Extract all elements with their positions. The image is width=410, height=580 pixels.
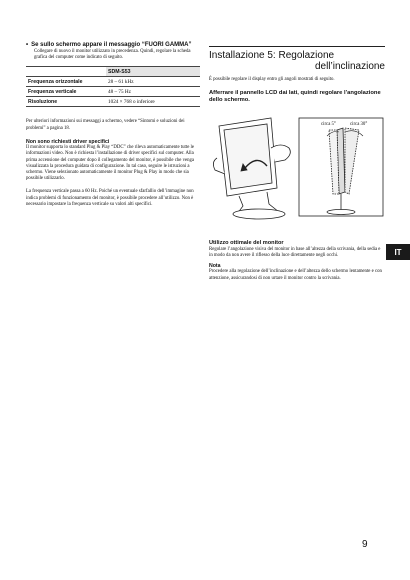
table-cell-value: 28 – 61 kHz xyxy=(106,77,200,87)
angle-back-label: circa 30° xyxy=(350,122,368,128)
tilt-illustration xyxy=(209,108,385,224)
side-view-figure xyxy=(299,118,383,216)
more-info-text: Per ulteriori informazioni sui messaggi a schermo, vedere “Sintomi e soluzioni dei problemi” a pagina 18. xyxy=(26,119,185,131)
table-cell-value: 1024 × 768 o inferiore xyxy=(106,97,200,107)
optimal-body: Regolare l’angolazione visiva del monitor in base all’altezza della scrivania, della sedia e in modo da non avere il riflesso della luce direttamente negli occhi. xyxy=(209,246,381,258)
bullet-heading xyxy=(26,42,202,49)
drivers-heading: Non sono richiesti driver specifici xyxy=(26,138,110,145)
intro-text: È possibile regolare il display entro gli angoli mostrati di seguito. xyxy=(209,77,335,82)
angle-front-label: circa 5° xyxy=(321,122,336,128)
table-row xyxy=(26,97,200,107)
table-header-row xyxy=(26,67,200,77)
table-cell-label: Risoluzione xyxy=(26,97,106,107)
bullet-title: Se sullo schermo appare il messaggio “FUORI GAMMA” xyxy=(31,42,192,48)
note-body: Procedere alla regolazione dell’inclinazione e dell’altezza dello schermo lentamente e con attenzione, assicurandosi di non urtare il monitor contro la scrivania. xyxy=(209,269,382,281)
section-title xyxy=(209,46,385,72)
language-tab: IT xyxy=(386,244,410,260)
table-row xyxy=(26,77,200,87)
monitor-hands-figure xyxy=(213,118,290,219)
spec-table xyxy=(26,66,200,107)
instruction-text: Afferrare il pannello LCD dai lati, quindi regolare l’angolazione dello schermo. xyxy=(209,90,381,104)
table-cell-label: Frequenza verticale xyxy=(26,87,106,97)
page-number: 9 xyxy=(362,539,368,550)
left-column xyxy=(26,42,202,208)
section-title-line1: Installazione 5: Regolazione xyxy=(209,50,335,61)
note-heading: Nota xyxy=(209,263,221,270)
optimal-heading: Utilizzo ottimale del monitor xyxy=(209,240,284,247)
bullet-icon: • xyxy=(26,42,29,48)
section-title-line2: dell’inclinazione xyxy=(314,61,385,72)
table-header: SDM-S53 xyxy=(106,67,200,77)
frequency-note: La frequenza verticale passa a 60 Hz. Poiché un eventuale sfarfallio dell’immagine non indica problemi di funzionamento del monitor, è possibile procedere all’utilizzo. Non è necessario impostare la frequenza verticale su valori alti specifici. xyxy=(26,189,194,207)
drivers-body: Il monitor supporta lo standard Plug & Play “DDC” che rileva automaticamente tutte le informazioni video. Non è richiesta l’installazione di driver specifici sul computer. Alla prima accensione del computer dopo il collegamento del monitor, è possibile che venga visualizzata la procedura guidata di configurazione. In tal caso, seguire le istruzioni a schermo. Viene selezionato automaticamente il monitor Plug & Play in modo che sia possibile utilizzarlo. xyxy=(26,145,195,182)
bullet-body: Collegare di nuovo il monitor utilizzato in precedenza. Quindi, regolare la scheda grafica del computer come indicato di seguito. xyxy=(34,49,191,61)
right-column xyxy=(209,46,385,282)
table-cell-value: 48 – 75 Hz xyxy=(106,87,200,97)
table-cell-label: Frequenza orizzontale xyxy=(26,77,106,87)
table-row xyxy=(26,87,200,97)
